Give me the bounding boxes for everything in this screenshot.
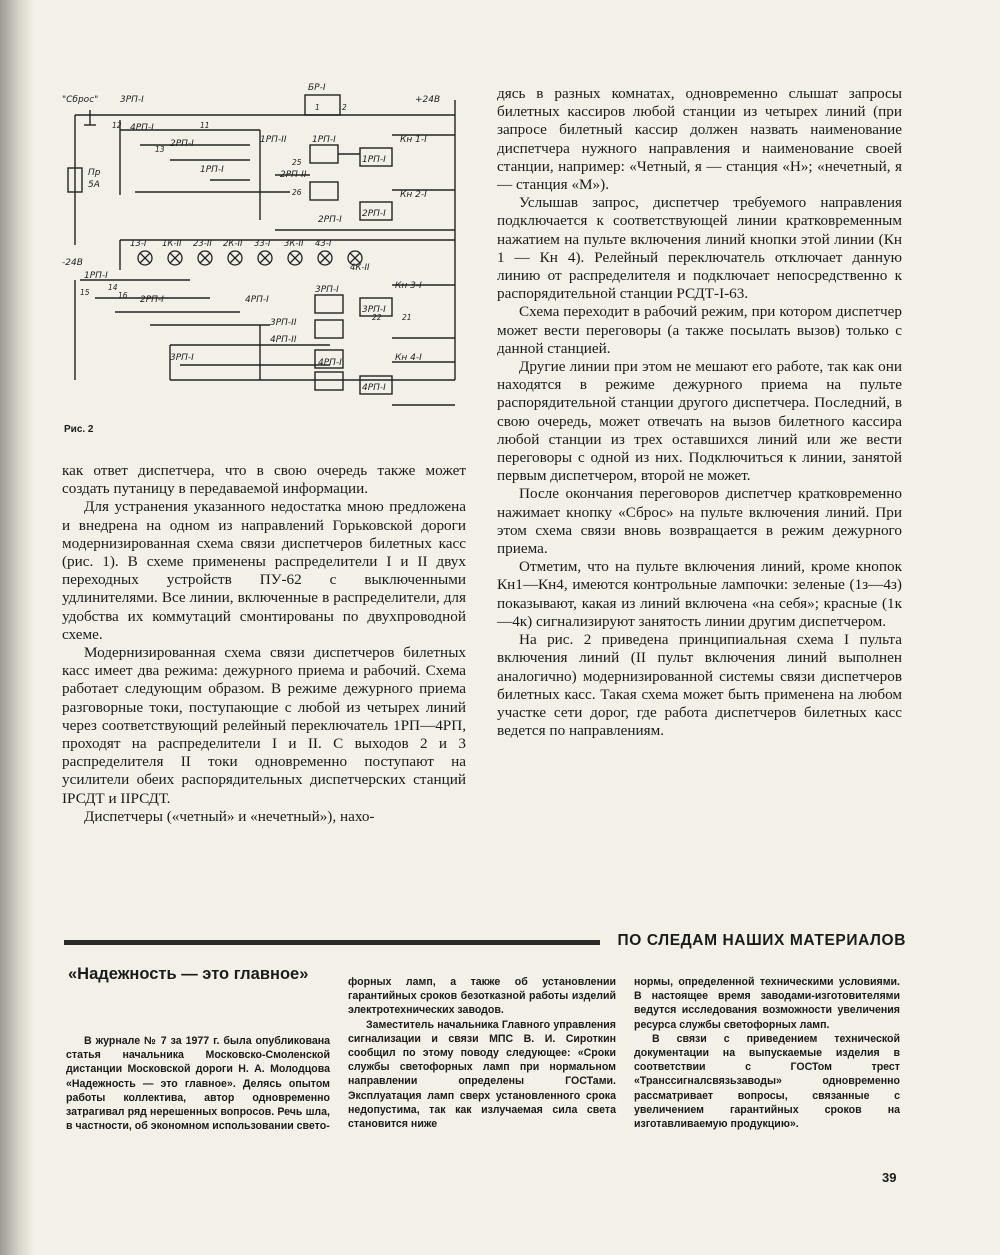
svg-text:2РП-I: 2РП-I <box>140 295 164 305</box>
svg-text:1РП-I: 1РП-I <box>84 271 108 281</box>
article-column-1 <box>66 1034 330 1133</box>
svg-text:Кн 2-I: Кн 2-I <box>400 190 427 200</box>
svg-text:3РП-I: 3РП-I <box>120 95 144 105</box>
svg-text:2РП-I: 2РП-I <box>362 209 386 219</box>
paragraph: Отметим, что на пульте включения линий, кроме кнопок Кн1—Кн4, имеются контрольные лампочки: зеленые (1з—4з) показывают, какая из линий включена «на себя»; красные (1к—4к) сигнализируют занятость линии другим диспетчером. <box>497 558 902 630</box>
section-rubric: ПО СЛЕДАМ НАШИХ МАТЕРИАЛОВ <box>617 932 906 949</box>
svg-text:1РП-I: 1РП-I <box>362 155 386 165</box>
svg-text:БР-I: БР-I <box>308 83 326 93</box>
svg-text:33-I: 33-I <box>254 239 271 249</box>
article-heading: «Надежность — это главное» <box>68 965 309 983</box>
paragraph: После окончания переговоров диспетчер кратковременно нажимает кнопку «Сброс» на пульте включения линий. При этом схема связи вновь возвращается в режим дежурного приема. <box>497 485 902 558</box>
svg-text:3К-II: 3К-II <box>284 239 304 249</box>
svg-text:2РП-II: 2РП-II <box>280 170 307 180</box>
svg-text:1К-II: 1К-II <box>162 239 182 249</box>
paragraph: как ответ диспетчера, что в свою очередь также может создать путаницу в передаваемой информации. <box>62 462 466 498</box>
svg-text:1РП-I: 1РП-I <box>312 135 336 145</box>
svg-text:4РП-I: 4РП-I <box>245 295 269 305</box>
svg-text:3РП-I: 3РП-I <box>170 353 194 363</box>
paragraph: Модернизированная схема связи диспетчеров билетных касс имеет два режима: дежурного приема и рабочий. Схема работает следующим образом. В режиме дежурного приема разговорные токи, поступающие с любой из четырех линий через соответствующий релейный переключатель 1РП—4РП, проходят на распределители I и II. С выходов 2 и 3 распределителя II токи одновременно поступают на усилители обеих распорядительных диспетчерских станций IРСДТ и IIРСДТ. <box>62 644 466 807</box>
svg-text:13: 13 <box>155 145 165 154</box>
svg-text:3РП-II: 3РП-II <box>270 318 297 328</box>
svg-text:2РП-I: 2РП-I <box>318 215 342 225</box>
svg-text:22: 22 <box>372 313 382 322</box>
paragraph: форных ламп, а также об установлении гарантийных сроков безотказной работы изделий электротехнических заводов. <box>348 976 616 1017</box>
paragraph: Заместитель начальника Главного управления сигнализации и связи МПС В. И. Сироткин сообщил по этому поводу следующее: «Сроки службы светофорных ламп при нормальном направлении определены ГОСТами. Эксплуатация ламп сверх установленного срока недопустима, так как излучаемая сила света становится ниже <box>348 1018 616 1131</box>
svg-text:Кн 3-I: Кн 3-I <box>395 281 422 291</box>
svg-text:"Сброс": "Сброс" <box>62 95 99 105</box>
left-column <box>62 462 466 826</box>
paragraph: Диспетчеры («четный» и «нечетный»), нахо- <box>84 807 375 825</box>
svg-text:21: 21 <box>402 313 412 322</box>
svg-text:4РП-I: 4РП-I <box>130 123 154 133</box>
svg-text:23-II: 23-II <box>193 239 212 249</box>
svg-text:Кн 4-I: Кн 4-I <box>395 353 422 363</box>
svg-text:14: 14 <box>108 283 118 292</box>
svg-text:4РП-I: 4РП-I <box>318 358 342 368</box>
svg-text:+24В: +24В <box>415 95 441 105</box>
paragraph: Схема переходит в рабочий режим, при котором диспетчер может вести переговоры (а также посылать вызов) только с данной станцией. <box>497 303 902 357</box>
right-column <box>497 85 902 740</box>
svg-text:16: 16 <box>118 291 128 300</box>
svg-text:2РП-I: 2РП-I <box>170 139 194 149</box>
section-rule <box>64 940 600 945</box>
paragraph: В связи с приведением технической документации на выпускаемые изделия в соответствии с ГОСТом трест «Транссигналсвязьзаводы» одновременно рассматривает вопросы, связанные с увеличением гарантийных сроков на изготавливаемую продукцию». <box>634 1032 900 1131</box>
paragraph: дясь в разных комнатах, одновременно слышат запросы билетных кассиров любой станции из четырех линий (при запросе билетный кассир должен назвать наименование диспетчера нужного направления и наименование своей станции, например: «Четный, я — станция «Н»; «нечетный, я — станция «М»). <box>497 85 902 194</box>
svg-text:3РП-I: 3РП-I <box>362 305 386 315</box>
binding-shadow <box>0 0 34 1255</box>
svg-text:43-I: 43-I <box>315 239 332 249</box>
paragraph: нормы, определенной техническими условиями. В настоящее время заводами-изготовителями ведутся исследования возможности увеличения ресурса службы светофорных ламп. <box>634 976 900 1031</box>
svg-text:-24В: -24В <box>62 258 83 268</box>
svg-text:4РП-I: 4РП-I <box>362 383 386 393</box>
circuit-diagram <box>60 80 465 415</box>
svg-text:4К-II: 4К-II <box>350 263 370 273</box>
figure-caption: Рис. 2 <box>64 424 94 435</box>
svg-text:2К-II: 2К-II <box>223 239 243 249</box>
svg-text:11: 11 <box>200 121 210 130</box>
svg-text:3РП-I: 3РП-I <box>315 285 339 295</box>
svg-text:5А: 5А <box>88 180 100 190</box>
svg-text:1РП-II: 1РП-II <box>260 135 287 145</box>
svg-text:4РП-II: 4РП-II <box>270 335 297 345</box>
svg-text:Пр: Пр <box>88 168 101 178</box>
svg-text:2: 2 <box>342 103 347 112</box>
svg-text:26: 26 <box>292 188 302 197</box>
paragraph: Другие линии при этом не мешают его работе, так как они находятся в режиме дежурного приема на пульте распорядительной станции другого диспетчера. Последний, в свою очередь, может отвечать на вызов билетного кассира любой станции из трех оставшихся линий или же вести переговоры с одной из них. Подключиться к линии, занятой первым диспетчером, второй не может. <box>497 358 902 485</box>
article-column-3 <box>634 975 900 1131</box>
svg-text:15: 15 <box>80 288 90 297</box>
svg-text:1РП-I: 1РП-I <box>200 165 224 175</box>
svg-text:1: 1 <box>315 103 320 112</box>
paragraph: Услышав запрос, диспетчер требуемого направления подключается к соответствующей линии кратковременным нажатием на пульте включения линий кнопки этой линии (Кн 1 — Кн 4). Релейный переключатель отключает данную линию от распределителя и подключает непосредственно к распорядительной станции РСДТ-I-63. <box>497 194 902 303</box>
paragraph: Для устранения указанного недостатка мною предложена и внедрена на одном из направлений Горьковской дороги модернизированная схема связи диспетчеров билетных касс (рис. 1). В схеме применены распределители I и II двух переходных устройств ПУ-62 с выключенными удлинителями. Все линии, включенные в распределители, для удобства их коммутаций смонтированы по двухпроводной схеме. <box>62 498 466 643</box>
svg-text:Кн 1-I: Кн 1-I <box>400 135 427 145</box>
paragraph: На рис. 2 приведена принципиальная схема I пульта включения линий (II пульт включения линий выполнен аналогично) модернизированной системы связи диспетчеров билетных касс. Такая схема может быть применена на любом участке сети дорог, где работа диспетчеров билетных касс ведется по направлениям. <box>497 631 902 740</box>
article-column-2 <box>348 975 616 1131</box>
svg-text:12: 12 <box>112 121 122 130</box>
svg-text:13-I: 13-I <box>130 239 147 249</box>
paragraph: В журнале № 7 за 1977 г. была опубликована статья начальника Московско-Смоленской дистанции Московской дороги Н. А. Молодцова «Надежность — это главное». Делясь опытом работы коллектива, автор одновременно затрагивал ряд нерешенных вопросов. Речь шла, в частности, об экономном использовании свето- <box>66 1035 330 1133</box>
svg-text:25: 25 <box>292 158 302 167</box>
page-number: 39 <box>882 1170 897 1185</box>
